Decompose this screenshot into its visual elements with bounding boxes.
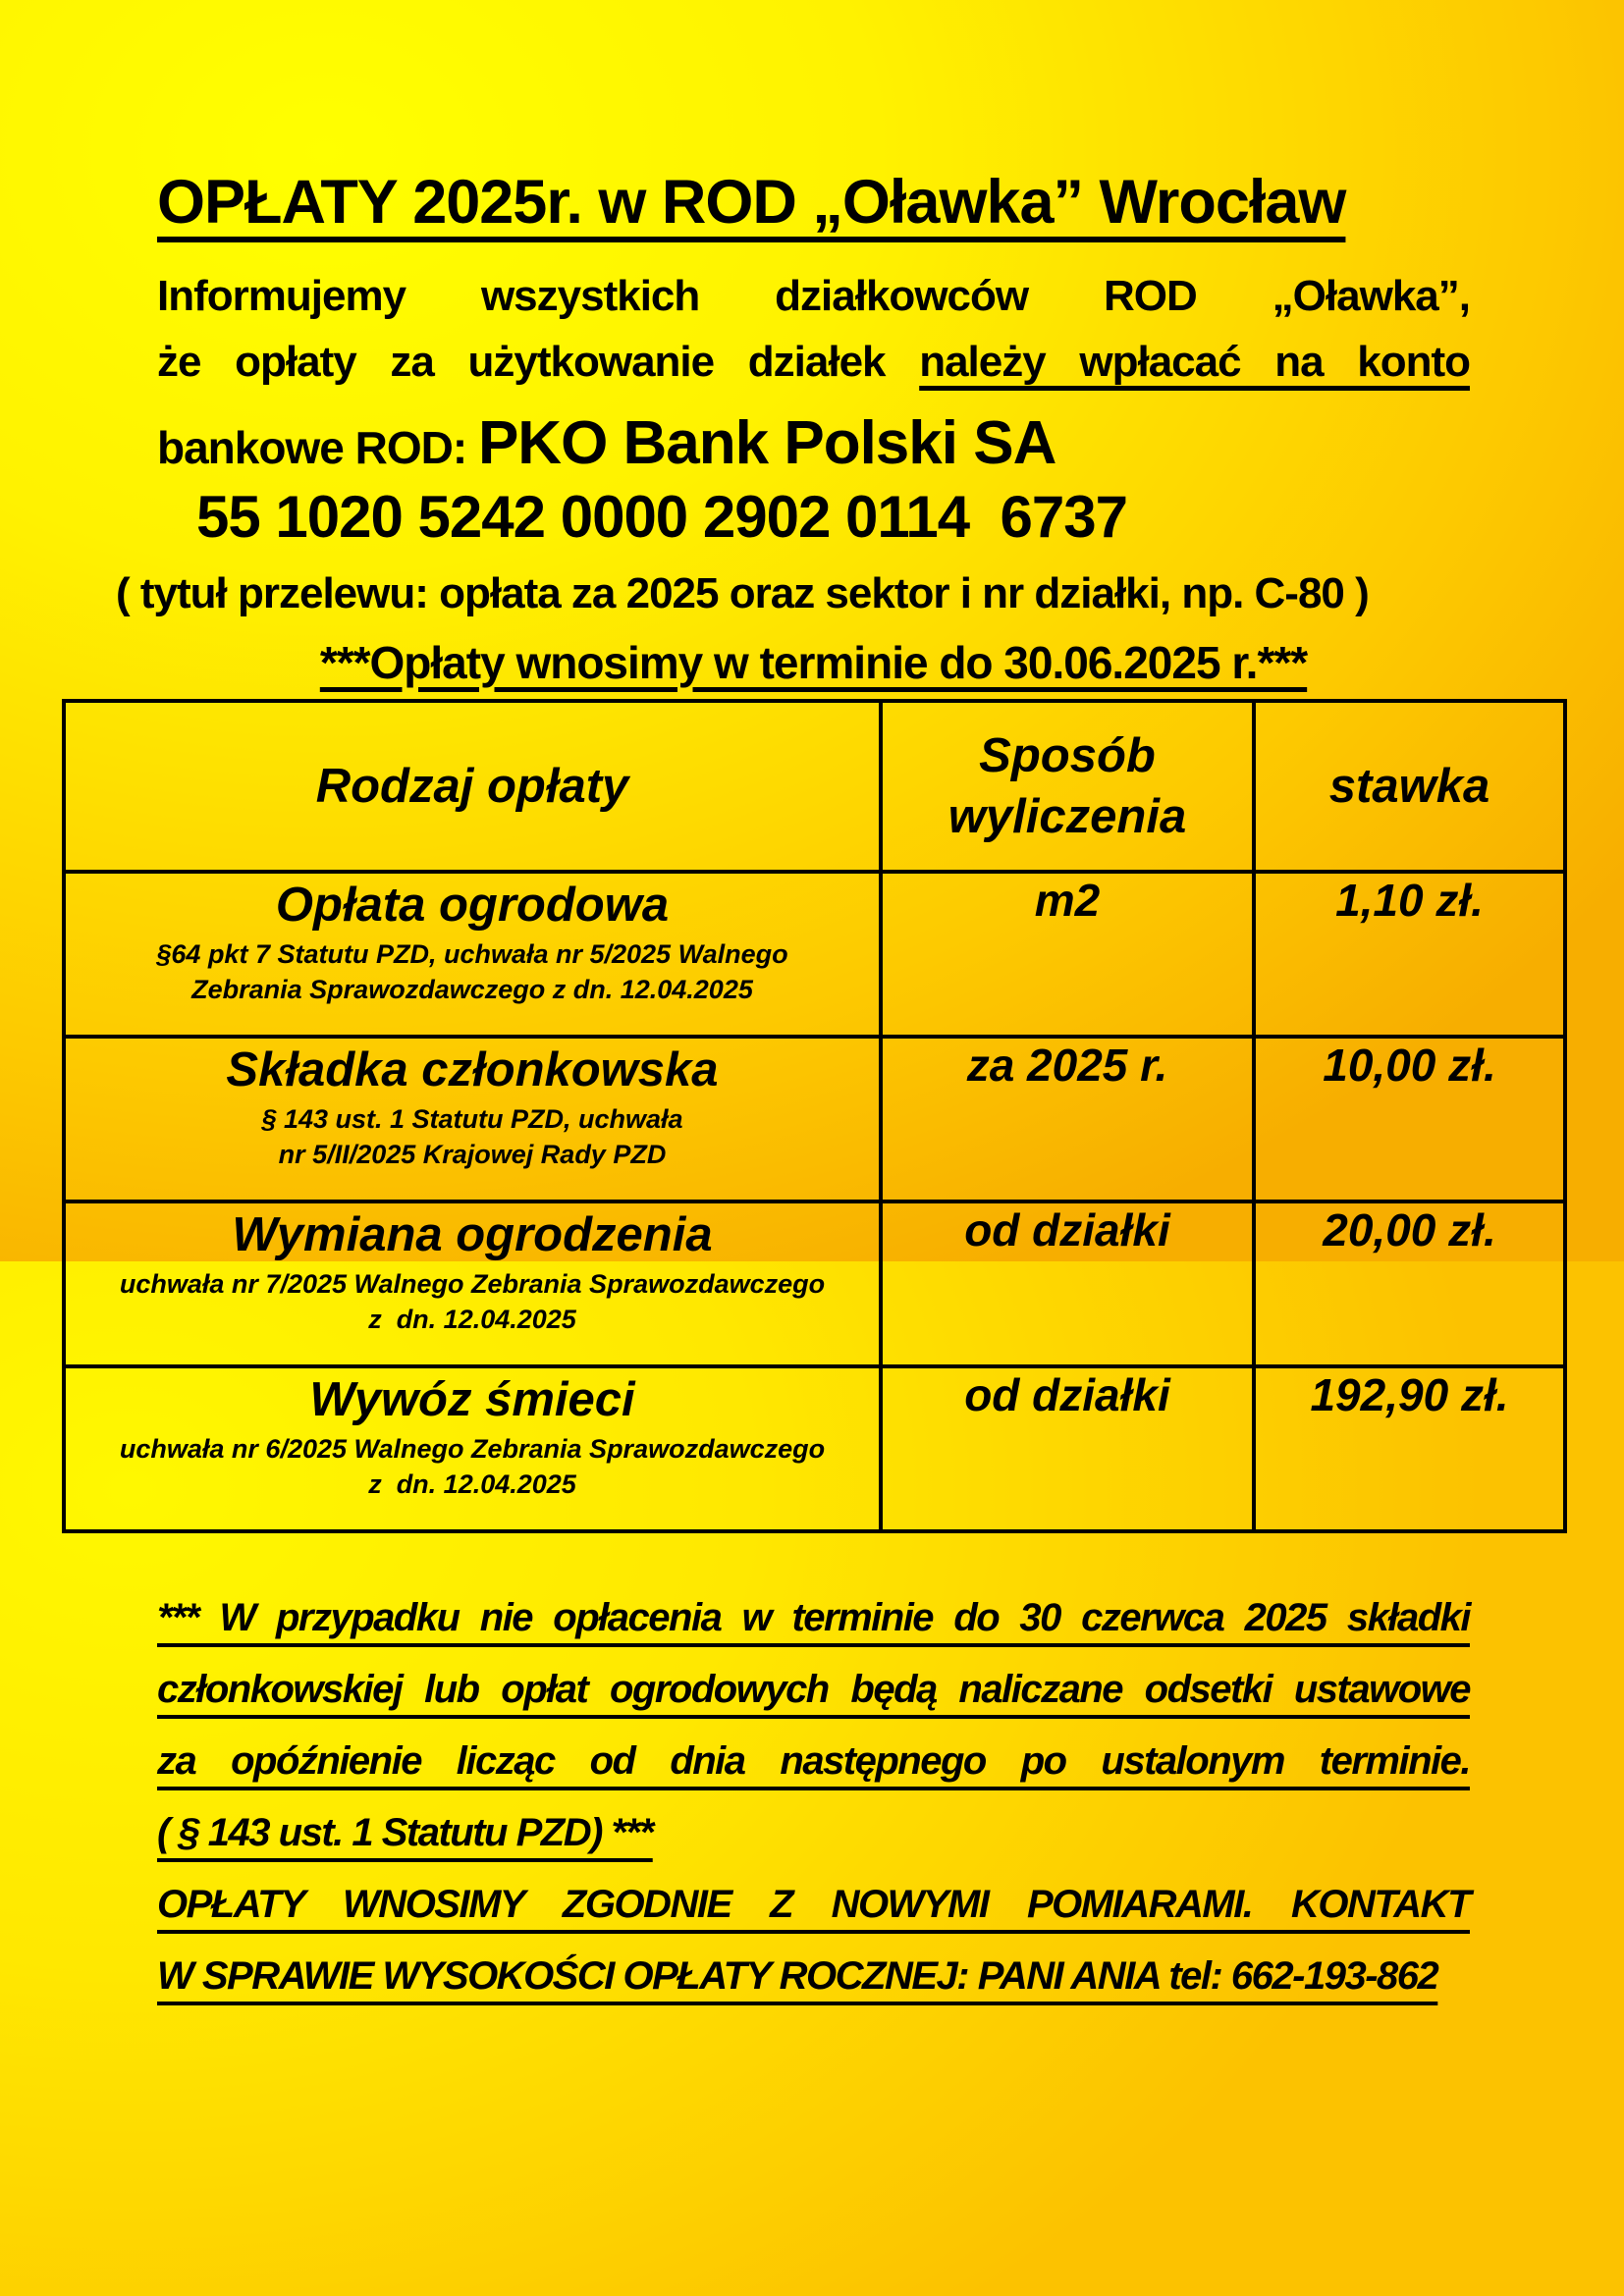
fee-name-cell [64,1201,881,1366]
fee-note-line-2: nr 5/II/2025 Krajowej Rady PZD [278,1140,667,1169]
fee-method-cell: od działki [881,1201,1254,1366]
fee-name: Opłata ogrodowa [275,879,670,932]
fee-rate-cell: 1,10 zł. [1254,872,1565,1037]
fee-name-cell [64,1037,881,1201]
footer-notice [157,1582,1470,2012]
bank-name: PKO Bank Polski SA [477,409,1056,477]
intro-line-2-underlined: należy wpłacać na konto [919,338,1470,386]
header-fee-type: Rodzaj opłaty [64,701,881,872]
intro-paragraph [157,263,1470,395]
page-title: OPŁATY 2025r. w ROD „Oławka” Wrocław [157,168,1346,237]
intro-line-2 [157,329,1470,395]
fee-rate-cell: 20,00 zł. [1254,1201,1565,1366]
header-rate: stawka [1254,701,1565,872]
fee-name-cell [64,1366,881,1531]
bank-line [157,408,1056,478]
fee-name-cell [64,872,881,1037]
fee-name: Wymiana ogrodzenia [232,1208,713,1261]
fee-rate-cell: 192,90 zł. [1254,1366,1565,1531]
header-calculation-method: Sposób wyliczenia [881,701,1254,872]
fee-note-line-1: §64 pkt 7 Statutu PZD, uchwała nr 5/2025 Walnego [156,939,788,969]
fee-row-garden-fee [64,872,1565,1037]
footer-line-3: za opóźnienie licząc od dnia następnego po ustalonym terminie. [157,1739,1470,1783]
fee-note-line-1: uchwała nr 7/2025 Walnego Zebrania Sprawozdawczego [119,1269,826,1299]
fee-note-line-2: z dn. 12.04.2025 [368,1305,576,1334]
fee-method-cell: od działki [881,1366,1254,1531]
fee-note-line-2: Zebrania Sprawozdawczego z dn. 12.04.2025 [191,975,753,1004]
intro-line-1: Informujemy wszystkich działkowców ROD „Oławka”, [157,272,1470,320]
intro-line-2-plain: że opłaty za użytkowanie działek [157,338,920,386]
transfer-title-note: ( tytuł przelewu: opłata za 2025 oraz sektor i nr działki, np. C-80 ) [116,569,1369,617]
footer-line-4: ( § 143 ust. 1 Statutu PZD) *** [157,1811,653,1854]
footer-line-6: W SPRAWIE WYSOKOŚCI OPŁATY ROCZNEJ: PANI ANIA tel: 662-193-862 [157,1954,1438,1998]
footer-line-2: członkowskiej lub opłat ogrodowych będą naliczane odsetki ustawowe [157,1668,1470,1711]
bank-label: bankowe ROD: [157,422,478,473]
fee-row-waste-collection [64,1366,1565,1531]
fee-row-fence-replacement [64,1201,1565,1366]
payment-deadline: ***Opłaty wnosimy w terminie do 30.06.2025 r.*** [319,637,1308,688]
fee-name: Składka członkowska [226,1043,719,1096]
fee-table-header-row [64,701,1565,872]
fee-table [62,699,1567,1533]
fee-rate-cell: 10,00 zł. [1254,1037,1565,1201]
fee-note-line-1: uchwała nr 6/2025 Walnego Zebrania Sprawozdawczego [119,1434,826,1464]
fee-method-cell: za 2025 r. [881,1037,1254,1201]
footer-line-5: OPŁATY WNOSIMY ZGODNIE Z NOWYMI POMIARAMI. KONTAKT [157,1883,1470,1926]
fee-row-membership [64,1037,1565,1201]
bank-account-number: 55 1020 5242 0000 2902 0114 6737 [196,484,1127,550]
fee-note-line-2: z dn. 12.04.2025 [368,1469,576,1499]
fee-name: Wywóz śmieci [309,1373,635,1426]
fee-table-wrap [62,699,1567,1533]
footer-line-1: *** W przypadku nie opłacenia w terminie do 30 czerwca 2025 składki [157,1596,1470,1639]
fee-method-cell: m2 [881,872,1254,1037]
fee-note-line-1: § 143 ust. 1 Statutu PZD, uchwała [261,1104,683,1134]
